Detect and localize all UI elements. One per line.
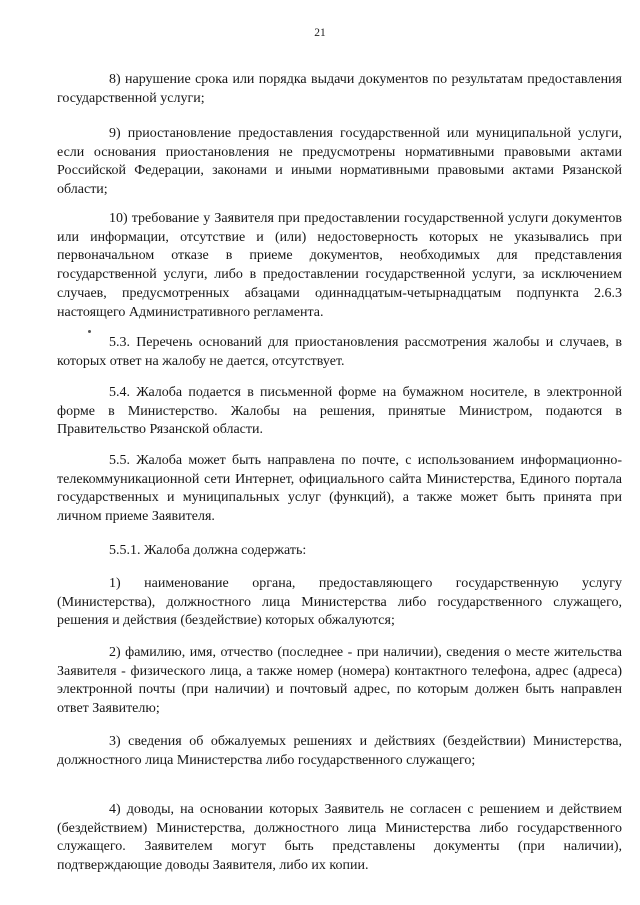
paragraph-5-5-1: 5.5.1. Жалоба должна содержать: [109,543,307,558]
paragraph-item-8: 8) нарушение срока или порядка выдачи документов по результатам предоставления государственной услуги; [57,72,622,106]
paragraph-item-9: 9) приостановление предоставления государственной или муниципальной услуги, если основания приостановления не предусмотрены нормативными правовыми актами Российской Федерации, законами и иными нормативными правовыми актами Рязанской области; [57,126,622,198]
paragraph-item-10: 10) требование у Заявителя при предоставлении государственной услуги документов или информации, отсутствие и (или) недостоверность которых не указывались при первоначальном отказе в приеме документов, необходимых для представления государственной услуги, либо в предоставлении государственной услуги, за исключением случаев, предусмотренных абзацами одиннадцатым-четырнадцатым подпункта 2.6.3 настоящего Административного регламента. [57,211,622,320]
list-item-1: 1) наименование органа, предоставляющего государственную услугу (Министерства), должностного лица Министерства либо государственного служащего, решения и действия (бездействие) которых обжалуются; [57,576,622,629]
list-item-3: 3) сведения об обжалуемых решениях и действиях (бездействии) Министерства, должностного лица Министерства либо государственного служащего; [57,734,622,768]
page-number: 21 [314,27,326,39]
list-item-4: 4) доводы, на основании которых Заявитель не согласен с решением и действием (бездействием) Министерства, должностного лица Министерства либо государственного служащего. Заявителем могут быть представлены документы (при наличии), подтверждающие доводы Заявителя, либо их копии. [57,802,622,874]
paragraph-5-3: 5.3. Перечень оснований для приостановления рассмотрения жалобы и случаев, в которых ответ на жалобу не дается, отсутствует. [57,335,622,369]
paragraph-5-4: 5.4. Жалоба подается в письменной форме на бумажном носителе, в электронной форме в Министерство. Жалобы на решения, принятые Министром, подаются в Правительство Рязанской области. [57,385,622,438]
scan-speck [88,330,91,333]
list-item-2: 2) фамилию, имя, отчество (последнее - при наличии), сведения о месте жительства Заявителя - физического лица, а также номер (номера) контактного телефона, адрес (адреса) электронной почты (при наличии) и почтовый адрес, по которым должен быть направлен ответ Заявителю; [57,645,622,717]
paragraph-5-5: 5.5. Жалоба может быть направлена по почте, с использованием информационно-телекоммуникационной сети Интернет, официального сайта Министерства, Единого портала государственных и муниципальных услуг (функций), а также может быть принята при личном приеме Заявителя. [57,453,622,525]
